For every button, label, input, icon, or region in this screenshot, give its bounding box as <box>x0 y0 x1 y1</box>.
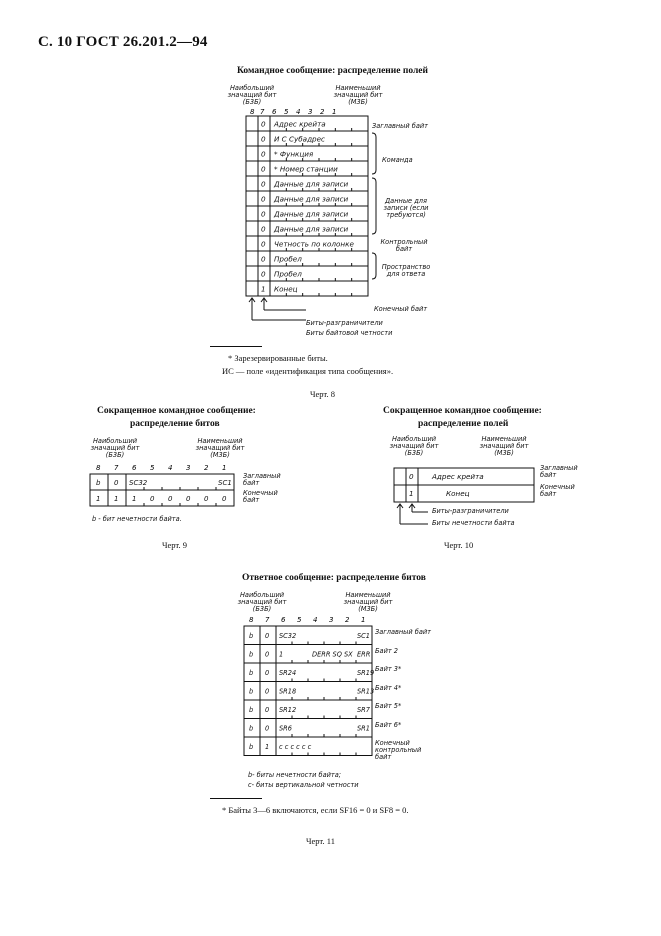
fig11-row-label: Байт 3* <box>375 665 402 673</box>
fig8-row-field: Конец <box>274 284 298 294</box>
fig9-msb-label: Наибольший значащий бит (Б3Б) <box>90 437 140 459</box>
fig10-row2-field: Конец <box>446 489 470 498</box>
fig9-row2-bit: 1 <box>132 495 137 503</box>
fig8-row-field: Четность по колонке <box>274 239 354 249</box>
fig11-row-right: SC1 <box>357 632 370 640</box>
fig8-bit-number: 1 <box>332 108 337 116</box>
fig9-title-2: распределение битов <box>130 419 220 429</box>
fig11-bit-number: 6 <box>281 616 286 624</box>
fig9-bit-number: 8 <box>96 464 101 472</box>
fig8-bit-number: 8 <box>250 108 255 116</box>
fig8-footnote-reserved: * Зарезервированные биты. <box>228 353 328 363</box>
fig11-row-right: SR13 <box>357 687 375 696</box>
fig11-row-left: 1 <box>279 650 284 659</box>
fig11-row-left: SR24 <box>279 669 297 677</box>
fig9-bit-number: 4 <box>168 464 173 472</box>
fig11-row-left: SR18 <box>279 687 297 696</box>
fig11-bit-number: 2 <box>345 616 350 624</box>
fig8-label-header-byte: Заглавный байт <box>372 122 429 130</box>
fig9-label-header: Заглавный байт <box>243 472 281 487</box>
fig8-row-bit7: 0 <box>261 209 266 219</box>
fig11-footnote-rule <box>210 798 262 799</box>
fig8-label-write-data: Данные для записи (если требуются) <box>383 197 429 219</box>
fig11-row-right: SR19 <box>357 669 375 677</box>
fig9-bit-number: 6 <box>132 464 137 472</box>
fig9-bit-number: 7 <box>114 464 119 472</box>
fig8-lsb-label: Наименьший значащий бит (М3Б) <box>333 84 383 106</box>
fig9-row2-bit: 0 <box>186 495 191 503</box>
fig11-row-bit7: 1 <box>265 743 270 751</box>
fig9-row2-bit: 1 <box>114 495 119 503</box>
fig8-caption: Черт. 8 <box>310 389 336 399</box>
fig9-label-end: Конечный байт <box>243 489 278 504</box>
fig8-row-field: Данные для записи <box>274 179 349 189</box>
fig11-row-right: SR7 <box>357 706 370 714</box>
fig9-row1-bit8: b <box>96 479 101 487</box>
fig11-row-bit8: b <box>249 706 254 714</box>
fig11-row-label: Конечный контрольный байт <box>375 739 422 761</box>
fig11-row-bit7: 0 <box>265 632 270 640</box>
fig8-row-bit7: 0 <box>261 119 266 129</box>
fig11-row-bit7: 0 <box>265 650 270 659</box>
fig10-arrow-delimiters: Биты-разграничители <box>432 507 509 515</box>
fig8-row-bit7: 0 <box>261 224 266 234</box>
fig11-row-bit8: b <box>249 724 254 733</box>
fig9-row2-bit: 1 <box>96 495 101 503</box>
fig11-row-bit8: b <box>249 669 254 677</box>
fig11-footnote: * Байты 3—6 включаются, если SF16 = 0 и SF8 = 0. <box>222 805 409 815</box>
fig10-lsb-label: Наименьший значащий бит (М3Б) <box>479 435 529 457</box>
fig11-row-left: SR6 <box>279 724 292 733</box>
fig10-row2-bit7: 1 <box>409 489 414 498</box>
fig11-row-bit8: b <box>249 687 254 696</box>
fig8-label-control-byte: Контрольный байт <box>380 238 428 253</box>
fig8-arrow-delimiters: Биты-разграничители <box>306 319 383 327</box>
fig11-row-left: SC32 <box>279 632 297 640</box>
fig11-row-label: Заглавный байт <box>375 628 432 636</box>
fig11-lsb-label: Наименьший значащий бит (М3Б) <box>343 591 393 613</box>
fig10-title-2: распределение полей <box>418 419 509 429</box>
fig8-bit-number: 6 <box>272 108 277 116</box>
fig9-bit-number: 1 <box>222 464 227 472</box>
fig9-bit-number: 3 <box>186 464 191 472</box>
fig9-row2-bit: 0 <box>204 495 209 503</box>
fig11-legend-vertical: c- биты вертикальной четности <box>248 781 359 789</box>
fig11-row-bit7: 0 <box>265 687 270 696</box>
fig11-row-bit7: 0 <box>265 724 270 733</box>
fig9-row2-bit: 0 <box>150 495 155 503</box>
fig8-row-field: * Функция <box>274 149 314 159</box>
fig8-row-field: Пробел <box>274 254 302 264</box>
fig8-bit-number: 4 <box>296 108 301 116</box>
fig9-bit-number: 2 <box>204 464 209 472</box>
fig8-row-bit7: 0 <box>261 149 266 159</box>
page-header: С. 10 ГОСТ 26.201.2—94 <box>38 34 208 50</box>
fig8-label-command: Команда <box>382 156 413 164</box>
fig11-bit-number: 8 <box>249 616 254 624</box>
fig11-row-left: c c c c c c <box>279 743 312 751</box>
fig8-row-bit7: 0 <box>261 134 266 144</box>
fig9-row1-bit7: 0 <box>114 479 119 487</box>
fig8-title: Командное сообщение: распределение полей <box>237 66 428 76</box>
fig10-row1-field: Адрес крейта <box>432 472 484 481</box>
fig9-lsb-label: Наименьший значащий бит (М3Б) <box>195 437 245 459</box>
fig11-row-mid: DERR SQ SX <box>312 650 353 659</box>
fig11-bit-number: 5 <box>297 616 302 624</box>
fig9-bit-number: 5 <box>150 464 155 472</box>
fig11-legend-parity: b- биты нечетности байта; <box>248 771 342 779</box>
fig8-row-bit7: 0 <box>261 239 266 249</box>
fig8-row-field: Адрес крейта <box>274 119 326 129</box>
fig11-row-bit8: b <box>249 743 254 751</box>
fig11-bit-number: 7 <box>265 616 270 624</box>
fig11-caption: Черт. 11 <box>306 836 335 846</box>
fig8-bit-number: 5 <box>284 108 289 116</box>
fig9-caption: Черт. 9 <box>162 540 188 550</box>
fig8-row-field: Данные для записи <box>274 194 349 204</box>
fig11-msb-label: Наибольший значащий бит (Б3Б) <box>237 591 287 613</box>
fig8-msb-label: Наибольший значащий бит (Б3Б) <box>227 84 277 106</box>
fig11-row-label: Байт 5* <box>375 702 402 710</box>
fig11-row-label: Байт 4* <box>375 683 402 692</box>
fig8-footnote-rule <box>210 346 262 347</box>
fig9-row2-bit: 0 <box>222 495 227 503</box>
fig11-row-bit8: b <box>249 632 254 640</box>
fig8-arrow-parity: Биты байтовой четности <box>306 329 393 337</box>
fig10-row1-bit7: 0 <box>409 472 414 481</box>
fig8-row-bit7: 1 <box>261 284 266 294</box>
fig8-row-bit7: 0 <box>261 179 266 189</box>
fig8-bit-number: 3 <box>308 108 313 116</box>
fig8-row-field: * Номер станции <box>274 164 338 174</box>
fig8-footnote-ic: ИС — поле «идентификация типа сообщения». <box>222 366 394 376</box>
fig10-title-1: Сокращенное командное сообщение: <box>383 406 542 416</box>
fig9-row1-sc32: SC32 <box>129 479 148 487</box>
fig11-row-bit7: 0 <box>265 669 270 677</box>
fig9-row2-bit: 0 <box>168 495 173 503</box>
fig8-row-bit7: 0 <box>261 269 266 279</box>
fig9-title-1: Сокращенное командное сообщение: <box>97 406 256 416</box>
fig8-row-bit7: 0 <box>261 254 266 264</box>
fig8-label-response-space: Пространство для ответа <box>381 263 431 278</box>
fig11-row-bit7: 0 <box>265 706 270 714</box>
fig8-row-field: И С Субадрес <box>274 134 325 144</box>
fig11-title: Ответное сообщение: распределение битов <box>242 573 426 583</box>
fig8-row-field: Данные для записи <box>274 209 349 219</box>
fig11-row-label: Байт 2 <box>375 646 398 655</box>
fig11-bit-number: 4 <box>313 616 318 624</box>
fig11-bit-number: 1 <box>361 616 366 624</box>
fig11-row-right: SR1 <box>357 724 370 733</box>
fig11-row-right: ERR <box>357 650 371 659</box>
fig8-label-end-byte: Конечный байт <box>374 305 428 313</box>
fig8-bit-number: 2 <box>320 108 325 116</box>
fig11-row-left: SR12 <box>279 706 297 714</box>
fig9-diagram <box>84 462 244 512</box>
fig10-msb-label: Наибольший значащий бит (Б3Б) <box>389 435 439 457</box>
fig10-arrow-parity: Биты нечетности байта <box>432 519 515 527</box>
fig8-row-field: Пробел <box>274 269 302 279</box>
fig9-row1-sc1: SC1 <box>218 479 232 487</box>
fig11-bit-number: 3 <box>329 616 334 624</box>
fig10-label-header: Заглавный байт <box>540 464 578 479</box>
fig8-row-bit7: 0 <box>261 194 266 204</box>
fig8-row-bit7: 0 <box>261 164 266 174</box>
fig11-row-label: Байт 6* <box>375 720 402 729</box>
fig8-row-field: Данные для записи <box>274 224 349 234</box>
fig9-legend: b - бит нечетности байта. <box>92 515 182 523</box>
fig11-row-bit8: b <box>249 650 254 659</box>
fig10-caption: Черт. 10 <box>444 540 474 550</box>
fig10-label-end: Конечный байт <box>540 483 575 498</box>
fig8-bit-number: 7 <box>260 108 265 116</box>
